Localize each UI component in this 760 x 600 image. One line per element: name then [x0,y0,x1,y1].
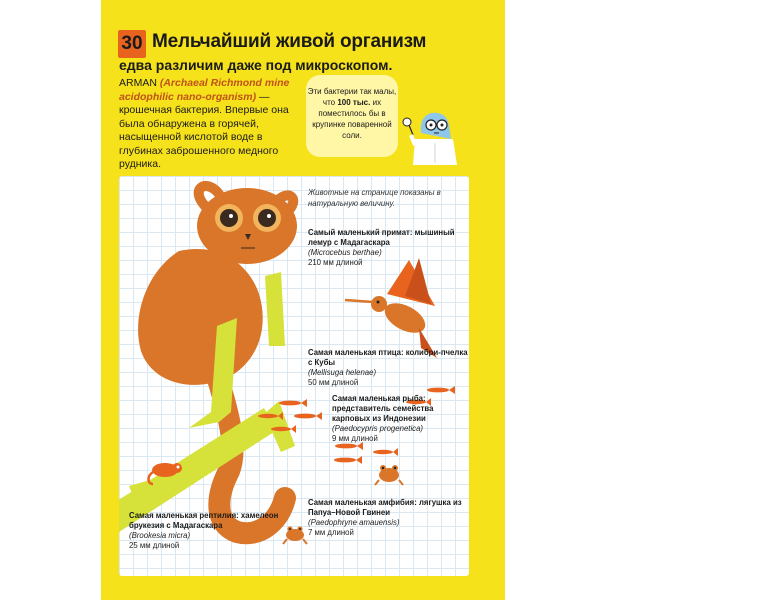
bubble-number: 100 тыс. [337,98,371,107]
page-title: Мельчайший живой организм [152,31,427,52]
lemur-body [138,249,263,385]
lemur-head [197,188,297,264]
speech-bubble [306,75,398,157]
fish-size: 9 мм длиной [332,434,378,443]
reptile-label [129,511,294,551]
book-page [101,0,505,600]
amphibian-heading: Самая маленькая амфибия: лягушка из Папуа–Новой Гвинеи [308,498,462,517]
bacterium-latin-name: (Archaeal Richmond mine acidophilic nano-organism) [119,77,290,103]
bacterium-name: ARMAN [119,77,157,89]
intro-paragraph [119,77,309,172]
hummingbird [345,258,437,358]
fish-latin: (Paedocypris progenetica) [332,424,424,433]
primate-label [308,228,468,268]
reptile-size: 25 мм длиной [129,541,180,550]
primate-latin: (Microcebus berthae) [308,248,382,257]
bubble-text-start: Эти бактерии так малы, что [307,87,397,107]
page-subtitle: едва различим даже под микроскопом. [119,57,393,73]
bubble-text-end: их поместилось бы в крупинке поваренной соли. [312,98,392,140]
primate-size: 210 мм длиной [308,258,363,267]
fish-heading: Самая маленькая рыба: представитель семейства карповых из Индонезии [332,394,434,423]
intro-text: — крошечная бактерия. Впервые она была обнаружена в горячей, насыщенной кислотой воде в глубинах заброшенного медного рудника. [119,90,289,170]
scale-note: Животные на странице показаны в натуральную величину. [308,188,441,208]
bird-label [308,348,468,388]
amphibian-size: 7 мм длиной [308,528,354,537]
amphibian-label [308,498,468,538]
reptile-latin: (Brookesia micra) [129,531,191,540]
bird-latin: (Mellisuga helenae) [308,368,377,377]
primate-heading: Самый маленький примат: мышиный лемур с Мадагаскара [308,228,455,247]
amphibian-latin: (Paedophryne amauensis) [308,518,400,527]
lemur-eye [220,209,238,227]
fish-label [332,394,467,444]
scientist-illustration [391,95,471,170]
reptile-heading: Самая маленькая рептилия: хамелеон брукезия с Мадагаскара [129,511,279,530]
animals-panel [119,176,469,576]
bird-heading: Самая маленькая птица: колибри-пчелка с Кубы [308,348,468,367]
lemur-eye [258,209,276,227]
page-number-badge: 30 [118,30,146,58]
bird-size: 50 мм длиной [308,378,359,387]
